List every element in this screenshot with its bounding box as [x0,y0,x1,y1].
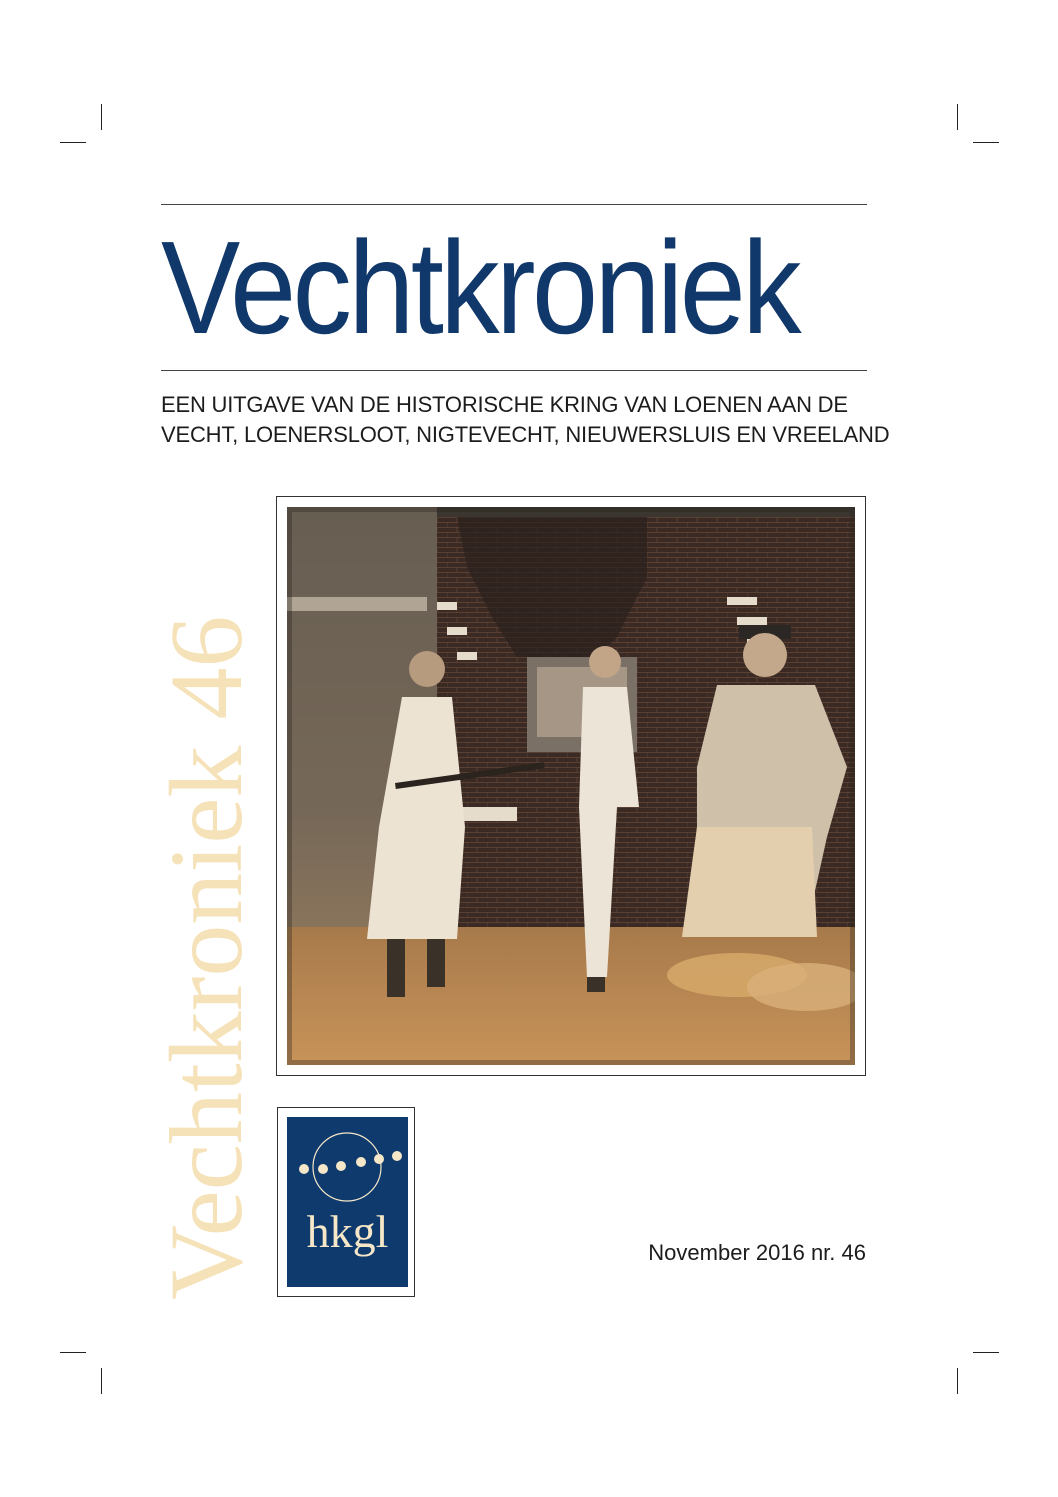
crop-mark [957,104,958,130]
subtitle-line-1: EEN UITGAVE VAN DE HISTORISCHE KRING VAN LOENEN AAN DE [161,392,848,417]
logo-wordmark: hkgl [306,1206,389,1257]
spine-title: Vechtkroniek 46 [149,615,264,1300]
subtitle-line-2: VECHT, LOENERSLOOT, NIGTEVECHT, NIEUWERSLUIS EN VREELAND [161,422,890,447]
crop-mark [957,1368,958,1394]
crop-mark [60,142,86,143]
crop-mark [101,1368,102,1394]
crop-mark [973,142,999,143]
crop-mark [973,1352,999,1353]
masthead-title: Vechtkroniek [161,214,799,361]
masthead-rule [161,370,867,371]
hkgl-logo [287,1117,408,1287]
cover-photo [287,507,855,1065]
publisher-subtitle [161,390,890,450]
crop-mark [101,104,102,130]
crop-mark [60,1352,86,1353]
top-rule [161,204,867,205]
issue-date: November 2016 nr. 46 [648,1240,866,1265]
